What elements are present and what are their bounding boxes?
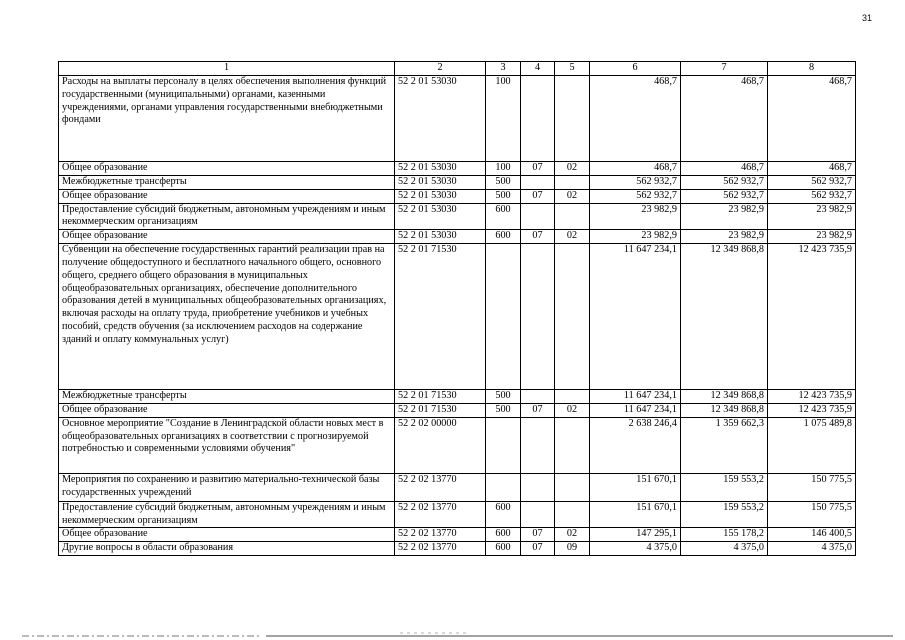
target-article-cell: 52 2 01 53030 [395, 203, 486, 230]
expense-type-cell: 600 [486, 542, 521, 556]
target-article-cell: 52 2 02 13770 [395, 542, 486, 556]
column-header: 1 [59, 62, 395, 76]
column-header: 8 [768, 62, 856, 76]
amount-year2-cell: 468,7 [681, 161, 768, 175]
section-cell [521, 244, 555, 390]
subsection-cell [555, 244, 590, 390]
expense-type-cell: 100 [486, 161, 521, 175]
section-cell [521, 175, 555, 189]
target-article-cell: 52 2 01 53030 [395, 189, 486, 203]
budget-table [58, 61, 856, 556]
amount-year1-cell: 151 670,1 [590, 501, 681, 528]
subsection-cell [555, 175, 590, 189]
amount-year2-cell: 4 375,0 [681, 542, 768, 556]
column-header: 5 [555, 62, 590, 76]
section-cell: 07 [521, 189, 555, 203]
amount-year1-cell: 23 982,9 [590, 230, 681, 244]
section-cell: 07 [521, 542, 555, 556]
table-header-row [59, 62, 856, 76]
scan-artifact [0, 629, 905, 640]
expense-type-cell [486, 244, 521, 390]
section-cell: 07 [521, 230, 555, 244]
column-header: 2 [395, 62, 486, 76]
column-header: 6 [590, 62, 681, 76]
target-article-cell: 52 2 01 71530 [395, 403, 486, 417]
target-article-cell: 52 2 01 53030 [395, 230, 486, 244]
row-name-cell: Расходы на выплаты персоналу в целях обеспечения выполнения функций государственными (муниципальными) органами, казенными учреждениями, органами управления государственными внебюджетными фондами [59, 75, 395, 161]
table-row [59, 542, 856, 556]
table-row [59, 403, 856, 417]
amount-year1-cell: 11 647 234,1 [590, 244, 681, 390]
target-article-cell: 52 2 01 53030 [395, 175, 486, 189]
expense-type-cell: 100 [486, 75, 521, 161]
amount-year2-cell: 12 349 868,8 [681, 403, 768, 417]
subsection-cell [555, 473, 590, 501]
amount-year3-cell: 468,7 [768, 161, 856, 175]
table-body [59, 75, 856, 555]
table-row [59, 528, 856, 542]
row-name-cell: Основное мероприятие "Создание в Ленинградской области новых мест в общеобразовательных организациях в соответствии с прогнозируемой потребностью и современными условиями обучения" [59, 417, 395, 473]
amount-year3-cell: 4 375,0 [768, 542, 856, 556]
table-row [59, 161, 856, 175]
row-name-cell: Другие вопросы в области образования [59, 542, 395, 556]
amount-year2-cell: 562 932,7 [681, 175, 768, 189]
section-cell [521, 417, 555, 473]
expense-type-cell: 600 [486, 501, 521, 528]
row-name-cell: Общее образование [59, 161, 395, 175]
column-header: 4 [521, 62, 555, 76]
section-cell [521, 501, 555, 528]
target-article-cell: 52 2 01 71530 [395, 390, 486, 404]
expense-type-cell [486, 417, 521, 473]
amount-year2-cell: 1 359 662,3 [681, 417, 768, 473]
amount-year1-cell: 562 932,7 [590, 189, 681, 203]
section-cell [521, 390, 555, 404]
amount-year3-cell: 12 423 735,9 [768, 403, 856, 417]
row-name-cell: Общее образование [59, 189, 395, 203]
target-article-cell: 52 2 02 13770 [395, 528, 486, 542]
amount-year1-cell: 2 638 246,4 [590, 417, 681, 473]
section-cell: 07 [521, 403, 555, 417]
section-cell: 07 [521, 528, 555, 542]
subsection-cell: 02 [555, 403, 590, 417]
row-name-cell: Предоставление субсидий бюджетным, автономным учреждениям и иным некоммерческим организациям [59, 203, 395, 230]
target-article-cell: 52 2 01 53030 [395, 75, 486, 161]
target-article-cell: 52 2 01 53030 [395, 161, 486, 175]
subsection-cell: 02 [555, 189, 590, 203]
expense-type-cell: 500 [486, 403, 521, 417]
amount-year2-cell: 155 178,2 [681, 528, 768, 542]
amount-year3-cell: 12 423 735,9 [768, 390, 856, 404]
column-header: 3 [486, 62, 521, 76]
subsection-cell [555, 203, 590, 230]
amount-year2-cell: 12 349 868,8 [681, 390, 768, 404]
row-name-cell: Общее образование [59, 528, 395, 542]
row-name-cell: Общее образование [59, 230, 395, 244]
subsection-cell: 02 [555, 230, 590, 244]
target-article-cell: 52 2 02 13770 [395, 473, 486, 501]
subsection-cell [555, 501, 590, 528]
section-cell [521, 473, 555, 501]
table-row [59, 501, 856, 528]
amount-year3-cell: 562 932,7 [768, 189, 856, 203]
amount-year1-cell: 4 375,0 [590, 542, 681, 556]
section-cell: 07 [521, 161, 555, 175]
amount-year1-cell: 11 647 234,1 [590, 403, 681, 417]
table-row [59, 75, 856, 161]
amount-year3-cell: 12 423 735,9 [768, 244, 856, 390]
amount-year2-cell: 23 982,9 [681, 230, 768, 244]
amount-year2-cell: 159 553,2 [681, 501, 768, 528]
target-article-cell: 52 2 01 71530 [395, 244, 486, 390]
row-name-cell: Предоставление субсидий бюджетным, автономным учреждениям и иным некоммерческим организациям [59, 501, 395, 528]
amount-year1-cell: 562 932,7 [590, 175, 681, 189]
table-row [59, 473, 856, 501]
row-name-cell: Субвенции на обеспечение государственных гарантий реализации прав на получение общедоступного и бесплатного начального общего, основного общего, среднего общего образования в муниципальных общеобразовательных организациях, обеспечение дополнительного образования детей в муниципальных общеобразовательных организациях, включая расходы на оплату труда, приобретение учебников и учебных пособий, средств обучения (за исключением расходов на содержание зданий и оплату коммунальных услуг) [59, 244, 395, 390]
amount-year3-cell: 23 982,9 [768, 203, 856, 230]
amount-year1-cell: 151 670,1 [590, 473, 681, 501]
subsection-cell: 02 [555, 528, 590, 542]
target-article-cell: 52 2 02 13770 [395, 501, 486, 528]
amount-year1-cell: 468,7 [590, 161, 681, 175]
expense-type-cell: 500 [486, 175, 521, 189]
amount-year3-cell: 562 932,7 [768, 175, 856, 189]
amount-year1-cell: 468,7 [590, 75, 681, 161]
amount-year3-cell: 146 400,5 [768, 528, 856, 542]
target-article-cell: 52 2 02 00000 [395, 417, 486, 473]
table-row [59, 390, 856, 404]
amount-year3-cell: 1 075 489,8 [768, 417, 856, 473]
amount-year3-cell: 468,7 [768, 75, 856, 161]
table-row [59, 203, 856, 230]
amount-year2-cell: 468,7 [681, 75, 768, 161]
amount-year2-cell: 23 982,9 [681, 203, 768, 230]
amount-year3-cell: 23 982,9 [768, 230, 856, 244]
row-name-cell: Межбюджетные трансферты [59, 390, 395, 404]
amount-year1-cell: 11 647 234,1 [590, 390, 681, 404]
table-row [59, 230, 856, 244]
subsection-cell [555, 417, 590, 473]
table-row [59, 175, 856, 189]
row-name-cell: Межбюджетные трансферты [59, 175, 395, 189]
table-row [59, 244, 856, 390]
amount-year2-cell: 12 349 868,8 [681, 244, 768, 390]
expense-type-cell [486, 473, 521, 501]
amount-year2-cell: 159 553,2 [681, 473, 768, 501]
amount-year1-cell: 23 982,9 [590, 203, 681, 230]
subsection-cell: 02 [555, 161, 590, 175]
section-cell [521, 203, 555, 230]
subsection-cell [555, 390, 590, 404]
amount-year2-cell: 562 932,7 [681, 189, 768, 203]
expense-type-cell: 500 [486, 189, 521, 203]
page-number: 31 [861, 13, 872, 23]
column-header: 7 [681, 62, 768, 76]
subsection-cell: 09 [555, 542, 590, 556]
subsection-cell [555, 75, 590, 161]
table-row [59, 189, 856, 203]
row-name-cell: Общее образование [59, 403, 395, 417]
amount-year1-cell: 147 295,1 [590, 528, 681, 542]
section-cell [521, 75, 555, 161]
expense-type-cell: 500 [486, 390, 521, 404]
table-row [59, 417, 856, 473]
expense-type-cell: 600 [486, 203, 521, 230]
amount-year3-cell: 150 775,5 [768, 473, 856, 501]
expense-type-cell: 600 [486, 528, 521, 542]
amount-year3-cell: 150 775,5 [768, 501, 856, 528]
expense-type-cell: 600 [486, 230, 521, 244]
row-name-cell: Мероприятия по сохранению и развитию материально-технической базы государственных учреждений [59, 473, 395, 501]
